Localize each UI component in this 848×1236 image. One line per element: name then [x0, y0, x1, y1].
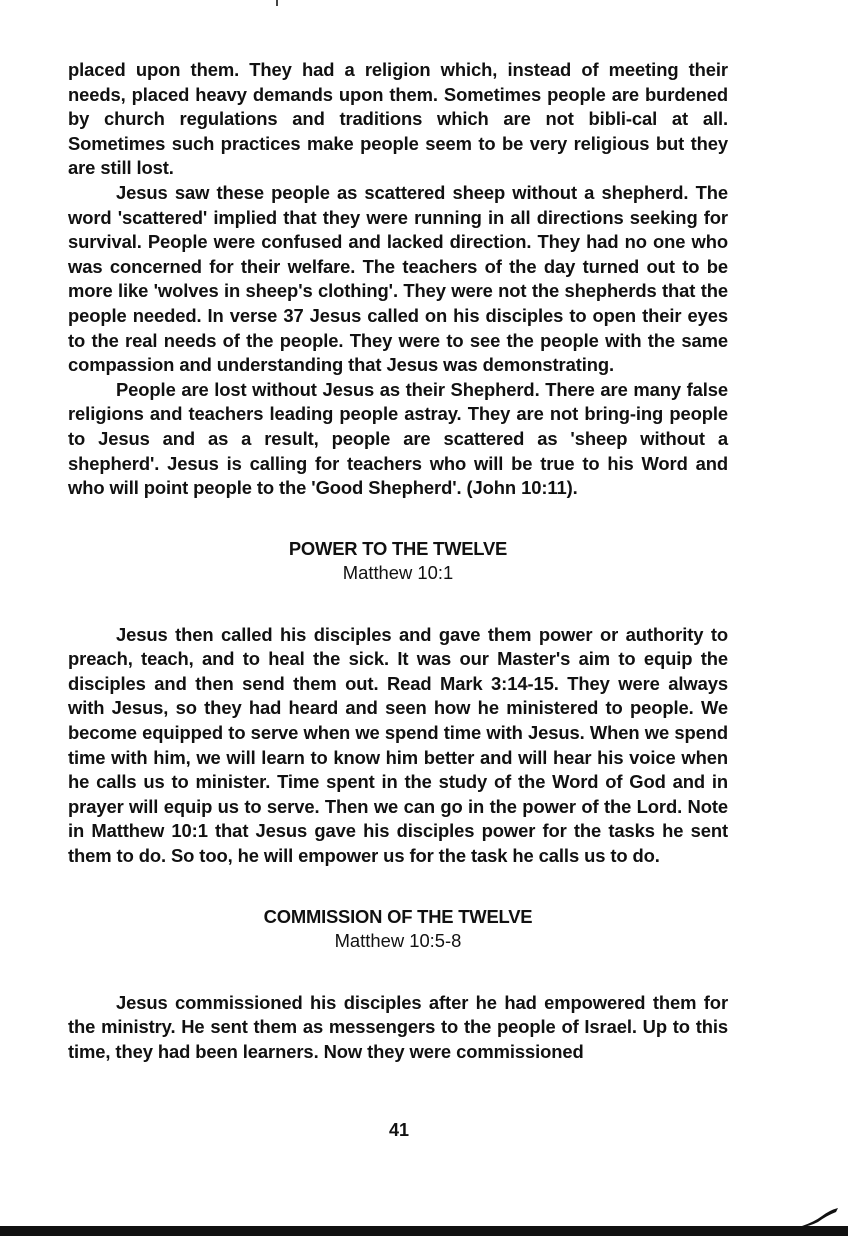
section-title-power: POWER TO THE TWELVE — [288, 537, 508, 559]
section-reference-commission: Matthew 10:5-8 — [334, 929, 462, 951]
paragraph-3: People are lost without Jesus as their Shepherd. There are many false religions and teachers leading people astray. They are not bring-ing people to Jesus and as a result, people are scattered as 'sheep without a shepherd'. Jesus is calling for teachers who will be true to his Word and who will point people to the 'Good Shepherd'. (John 10:11). — [68, 378, 728, 499]
scan-mark — [276, 0, 278, 6]
page-body — [68, 58, 728, 1064]
page-number: 41 — [388, 1120, 410, 1140]
paragraph-2: Jesus saw these people as scattered sheep without a shepherd. The word 'scattered' implied that they were running in all directions seeking for survival. People were confused and lacked direction. They had no one who was concerned for their welfare. The teachers of the day turned out to be more like 'wolves in sheep's clothing'. They were not the shepherds that the people needed. In verse 37 Jesus called on his disciples to open their eyes to the real needs of the people. They were to see the people with the same compassion and understanding that Jesus was demonstrating. — [68, 181, 728, 376]
section-title-commission: COMMISSION OF THE TWELVE — [263, 905, 533, 927]
paragraph-commission: Jesus commissioned his disciples after he had empowered them for the ministry. He sent them as messengers to the people of Israel. Up to this time, they had been learners. Now they were commissioned — [68, 991, 728, 1062]
section-reference-power: Matthew 10:1 — [342, 561, 454, 583]
paragraph-power: Jesus then called his disciples and gave them power or authority to preach, teach, and to heal the sick. It was our Master's aim to equip the disciples and then send them out. Read Mark 3:14-15. They were always with Jesus, so they had heard and seen how he ministered to people. We become equipped to serve when we spend time with Jesus. When we spend time with him, we will learn to know him better and will hear his voice when he calls us to minister. Time spent in the study of the Word of God and in prayer will equip us to serve. Then we can go in the power of the Lord. Note in Matthew 10:1 that Jesus gave his disciples power for the tasks he sent them to do. So too, he will empower us for the task he calls us to do. — [68, 623, 728, 867]
scan-bottom-edge — [0, 1226, 848, 1236]
section-heading-power — [68, 537, 728, 585]
page-curl-mark — [800, 1206, 840, 1228]
section-heading-commission — [68, 905, 728, 953]
paragraph-1: placed upon them. They had a religion which, instead of meeting their needs, placed heavy demands upon them. Sometimes people are burdened by church regulations and traditions which are not bibli-cal at all. Sometimes such practices make people seem to be very religious but they are still lost. — [68, 59, 728, 179]
